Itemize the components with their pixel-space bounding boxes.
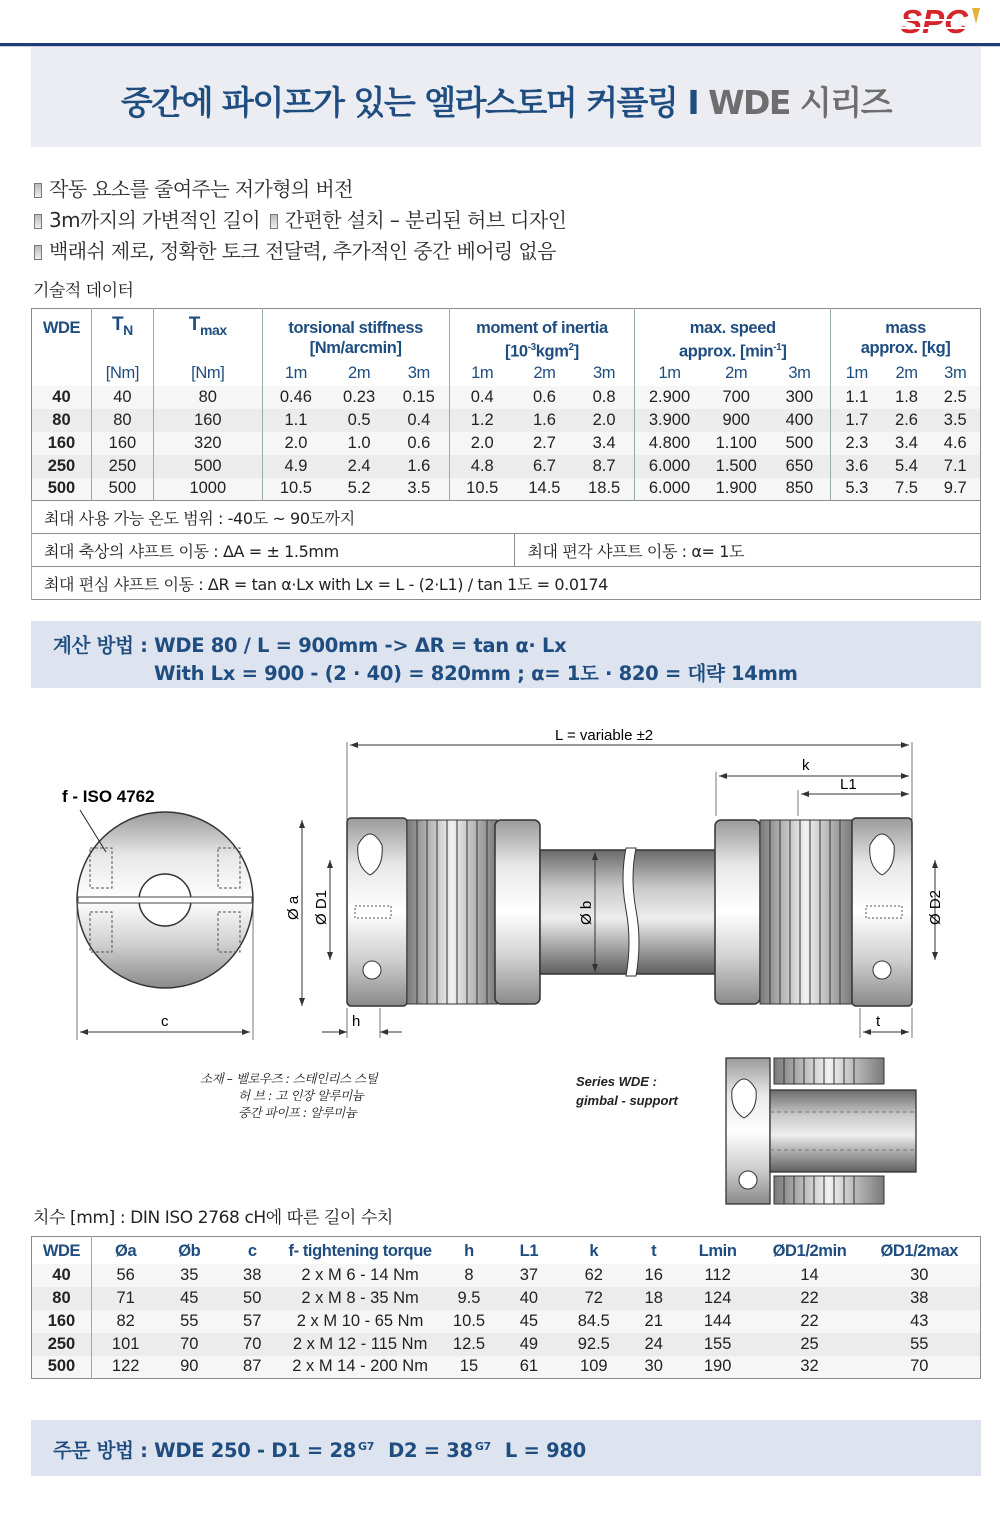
tech-cell: 1.100 bbox=[704, 432, 769, 455]
tech-cell: 1.2 bbox=[449, 409, 515, 432]
dim-b: Ø b bbox=[578, 900, 595, 925]
order-box bbox=[31, 1420, 981, 1476]
dim-cell: 35 bbox=[159, 1264, 219, 1287]
feature-line-3 bbox=[34, 236, 566, 267]
dim-cell: 49 bbox=[503, 1333, 555, 1356]
dim-cell: 15 bbox=[435, 1356, 503, 1379]
th-len: 2m bbox=[533, 364, 556, 382]
tech-cell: 5.3 bbox=[831, 478, 883, 501]
dim-cell: 92.5 bbox=[555, 1333, 633, 1356]
dim-cell: 10.5 bbox=[435, 1310, 503, 1333]
tech-cell: 160 bbox=[153, 409, 262, 432]
tech-cell: 7.5 bbox=[883, 478, 931, 501]
title-korean: 중간에 파이프가 있는 엘라스토머 커플링 bbox=[120, 83, 678, 122]
tech-cell: 500 bbox=[769, 432, 831, 455]
tech-cell: 4.800 bbox=[635, 432, 704, 455]
tech-cell: 1.900 bbox=[704, 478, 769, 501]
th-len: 2m bbox=[895, 364, 918, 382]
th-wde: WDE bbox=[42, 319, 81, 337]
dim-L1: L1 bbox=[840, 776, 857, 793]
tech-cell: 40 bbox=[91, 386, 153, 409]
th-inertia: moment of inertia $[10^{-3}kgm^2]$ bbox=[449, 309, 635, 362]
order-g7-b: G7 bbox=[474, 1440, 491, 1453]
dim-cell: 190 bbox=[675, 1356, 761, 1379]
th-tn: $T_N$ bbox=[91, 309, 153, 362]
dim-cell: 101 bbox=[91, 1333, 159, 1356]
th-tmax: $T_{max}$ bbox=[153, 309, 262, 362]
dim-cell: 30 bbox=[633, 1356, 675, 1379]
tech-cell: 2.0 bbox=[574, 409, 635, 432]
dim-cell: 2 x M 8 - 35 Nm bbox=[285, 1287, 435, 1310]
dim-cell: 61 bbox=[503, 1356, 555, 1379]
dim-cell: 80 bbox=[32, 1287, 92, 1310]
tech-cell: 0.46 bbox=[262, 386, 329, 409]
note-angular: 최대 편각 샤프트 이동 : α= 1도 bbox=[515, 534, 981, 567]
calculation-box bbox=[31, 621, 981, 688]
tech-cell: 4.6 bbox=[930, 432, 980, 455]
dim-row bbox=[32, 1287, 981, 1310]
tech-cell: 0.8 bbox=[574, 386, 635, 409]
tech-cell: 650 bbox=[769, 455, 831, 478]
dim-header: WDE bbox=[32, 1237, 92, 1264]
tech-cell: 2.0 bbox=[449, 432, 515, 455]
spc-logo bbox=[886, 2, 982, 42]
dim-a: Ø a bbox=[285, 895, 302, 920]
dim-header: k bbox=[589, 1241, 599, 1260]
tech-cell: 2.0 bbox=[262, 432, 329, 455]
note-temperature: 최대 사용 가능 온도 범위 : -40도 ~ 90도까지 bbox=[32, 501, 981, 534]
dim-cell: 25 bbox=[761, 1333, 859, 1356]
dim-cell: 22 bbox=[761, 1310, 859, 1333]
feature-line-1 bbox=[34, 174, 566, 205]
tech-cell: 0.15 bbox=[389, 386, 449, 409]
tech-cell: 18.5 bbox=[574, 478, 635, 501]
tech-cell: 6.000 bbox=[635, 478, 704, 501]
tech-cell: 80 bbox=[91, 409, 153, 432]
tech-cell: 250 bbox=[91, 455, 153, 478]
tech-cell: 1.1 bbox=[262, 409, 329, 432]
note-axial: 최대 축상의 샤프트 이동 : ΔA = ± 1.5mm bbox=[32, 534, 515, 567]
dim-cell: 12.5 bbox=[435, 1333, 503, 1356]
feature-text: 3m까지의 가변적인 길이 bbox=[49, 208, 261, 232]
note-lateral: 최대 편심 샤프트 이동 : ΔR = tan α·Lx with Lx = L - (2·L1) / tan 1도 = 0.0174 bbox=[32, 567, 981, 600]
dim-cell: 22 bbox=[761, 1287, 859, 1310]
dim-cell: 14 bbox=[761, 1264, 859, 1287]
dimension-label: 치수 [mm] : DIN ISO 2768 cH에 따른 길이 수치 bbox=[33, 1208, 393, 1228]
dim-cell: 32 bbox=[761, 1356, 859, 1379]
tech-cell: 2.3 bbox=[831, 432, 883, 455]
tech-cell: 3.900 bbox=[635, 409, 704, 432]
th-tn-unit: [Nm] bbox=[91, 362, 153, 386]
tech-cell: 2.6 bbox=[883, 409, 931, 432]
dim-cell: 55 bbox=[859, 1333, 981, 1356]
th-len: 2m bbox=[348, 364, 371, 382]
dim-cell: 124 bbox=[675, 1287, 761, 1310]
dim-cell: 57 bbox=[219, 1310, 285, 1333]
tech-cell: 0.4 bbox=[449, 386, 515, 409]
tech-cell: 250 bbox=[32, 455, 92, 478]
dim-cell: 250 bbox=[32, 1333, 92, 1356]
dim-cell: 82 bbox=[91, 1310, 159, 1333]
dim-header: L1 bbox=[519, 1241, 539, 1260]
th-tmax-unit: [Nm] bbox=[153, 362, 262, 386]
tech-cell: 4.9 bbox=[262, 455, 329, 478]
tech-cell: 5.2 bbox=[329, 478, 389, 501]
title-band bbox=[31, 47, 981, 147]
dim-L: L = variable ±2 bbox=[555, 727, 654, 744]
dim-header: h bbox=[464, 1241, 474, 1260]
dim-header: t bbox=[651, 1241, 657, 1260]
dim-cell: 9.5 bbox=[435, 1287, 503, 1310]
dim-cell: 500 bbox=[32, 1356, 92, 1379]
dim-c: c bbox=[161, 1013, 169, 1030]
th-len: 2m bbox=[725, 364, 748, 382]
order-label: 주문 방법 : WDE 250 - D1 = 28 bbox=[53, 1439, 357, 1462]
tech-cell: 10.5 bbox=[449, 478, 515, 501]
tech-cell: 14.5 bbox=[515, 478, 574, 501]
bullet-icon bbox=[34, 245, 42, 260]
tech-cell: 6.000 bbox=[635, 455, 704, 478]
tech-cell: 0.23 bbox=[329, 386, 389, 409]
coupling-drawing bbox=[40, 720, 980, 1050]
tech-cell: 0.4 bbox=[389, 409, 449, 432]
tech-cell: 3.6 bbox=[831, 455, 883, 478]
th-len: 1m bbox=[449, 362, 515, 386]
tech-cell: 4.8 bbox=[449, 455, 515, 478]
tech-cell: 1.0 bbox=[329, 432, 389, 455]
dim-cell: 109 bbox=[555, 1356, 633, 1379]
tech-cell: 1.6 bbox=[515, 409, 574, 432]
gimbal-detail-drawing bbox=[718, 1052, 918, 1207]
tech-cell: 2.4 bbox=[329, 455, 389, 478]
dim-cell: 16 bbox=[633, 1264, 675, 1287]
th-len: 1m bbox=[262, 362, 329, 386]
tech-cell: 80 bbox=[32, 409, 92, 432]
dim-D2: Ø D2 bbox=[927, 889, 944, 925]
feature-line-2 bbox=[34, 205, 566, 236]
dim-header: ØD1/2min bbox=[772, 1241, 847, 1260]
dim-cell: 55 bbox=[159, 1310, 219, 1333]
dim-row bbox=[32, 1264, 981, 1287]
dim-header: f- tightening torque bbox=[288, 1241, 432, 1260]
dim-cell: 38 bbox=[859, 1287, 981, 1310]
tech-cell: 5.4 bbox=[883, 455, 931, 478]
order-g7-a: G7 bbox=[358, 1440, 375, 1453]
tech-cell: 1.8 bbox=[883, 386, 931, 409]
material-line-2: 허 브 : 고 인장 알루미늄 bbox=[238, 1088, 364, 1103]
dim-cell: 2 x M 14 - 200 Nm bbox=[285, 1356, 435, 1379]
tech-cell: 3.5 bbox=[389, 478, 449, 501]
dim-cell: 71 bbox=[91, 1287, 159, 1310]
material-line-1: 소재 – 벨로우즈 : 스테인리스 스틸 bbox=[200, 1071, 378, 1086]
tech-cell: 1.7 bbox=[831, 409, 883, 432]
tech-cell: 400 bbox=[769, 409, 831, 432]
th-len: 1m bbox=[635, 362, 704, 386]
dim-cell: 84.5 bbox=[555, 1310, 633, 1333]
dim-header: c bbox=[247, 1241, 257, 1260]
dim-cell: 37 bbox=[503, 1264, 555, 1287]
dim-cell: 2 x M 6 - 14 Nm bbox=[285, 1264, 435, 1287]
dim-cell: 112 bbox=[675, 1264, 761, 1287]
tech-cell: 2.5 bbox=[930, 386, 980, 409]
title-separator: I bbox=[687, 83, 699, 122]
dim-cell: 18 bbox=[633, 1287, 675, 1310]
th-speed: max. speed approx. $[\min^{-1}]$ bbox=[635, 309, 831, 362]
feature-text: 백래쉬 제로, 정확한 토크 전달력, 추가적인 중간 베어링 없음 bbox=[49, 239, 556, 263]
tech-cell: 1.1 bbox=[831, 386, 883, 409]
tech-cell: 700 bbox=[704, 386, 769, 409]
dim-cell: 90 bbox=[159, 1356, 219, 1379]
dim-cell: 50 bbox=[219, 1287, 285, 1310]
tech-data-table bbox=[31, 308, 981, 600]
th-len: 3m bbox=[407, 364, 430, 382]
th-stiffness: torsional stiffness [Nm/arcmin] bbox=[262, 309, 449, 362]
dim-cell: 87 bbox=[219, 1356, 285, 1379]
dim-cell: 8 bbox=[435, 1264, 503, 1287]
order-d2: D2 = 38 bbox=[388, 1439, 473, 1462]
dim-cell: 160 bbox=[32, 1310, 92, 1333]
title-series: WDE 시리즈 bbox=[708, 83, 892, 122]
tech-cell: 500 bbox=[153, 455, 262, 478]
gimbal-label: Series WDE : gimbal - support bbox=[576, 1074, 678, 1108]
dim-header: Øb bbox=[178, 1241, 201, 1260]
dim-cell: 122 bbox=[91, 1356, 159, 1379]
dim-cell: 24 bbox=[633, 1333, 675, 1356]
bullet-icon bbox=[34, 214, 42, 229]
dim-header: ØD1/2max bbox=[880, 1241, 958, 1260]
bullet-icon bbox=[270, 214, 278, 229]
dim-cell: 21 bbox=[633, 1310, 675, 1333]
dim-cell: 2 x M 10 - 65 Nm bbox=[285, 1310, 435, 1333]
tech-row bbox=[32, 409, 981, 432]
feature-text: 간편한 설치 – 분리된 허브 디자인 bbox=[284, 208, 567, 232]
dim-header: Lmin bbox=[698, 1241, 737, 1260]
dim-D1: Ø D1 bbox=[313, 889, 330, 925]
dim-cell: 56 bbox=[91, 1264, 159, 1287]
feature-list bbox=[34, 174, 566, 267]
dim-cell: 70 bbox=[219, 1333, 285, 1356]
tech-cell: 160 bbox=[91, 432, 153, 455]
dim-cell: 2 x M 12 - 115 Nm bbox=[285, 1333, 435, 1356]
tech-row bbox=[32, 478, 981, 501]
tech-cell: 6.7 bbox=[515, 455, 574, 478]
material-list bbox=[200, 1070, 377, 1121]
tech-cell: 8.7 bbox=[574, 455, 635, 478]
dim-h: h bbox=[352, 1013, 361, 1030]
dim-cell: 40 bbox=[503, 1287, 555, 1310]
tech-cell: 80 bbox=[153, 386, 262, 409]
dim-cell: 45 bbox=[503, 1310, 555, 1333]
dim-cell: 70 bbox=[159, 1333, 219, 1356]
dim-row bbox=[32, 1333, 981, 1356]
th-len: 1m bbox=[831, 362, 883, 386]
tech-cell: 0.6 bbox=[515, 386, 574, 409]
th-len: 3m bbox=[788, 364, 811, 382]
tech-cell: 10.5 bbox=[262, 478, 329, 501]
dim-cell: 30 bbox=[859, 1264, 981, 1287]
feature-text: 작동 요소를 줄여주는 저가형의 버전 bbox=[49, 177, 353, 201]
dim-cell: 72 bbox=[555, 1287, 633, 1310]
tech-cell: 9.7 bbox=[930, 478, 980, 501]
page-title bbox=[31, 77, 981, 124]
tech-data-label: 기술적 데이터 bbox=[33, 281, 134, 301]
th-len: 3m bbox=[593, 364, 616, 382]
tech-cell: 2.900 bbox=[635, 386, 704, 409]
tech-cell: 500 bbox=[32, 478, 92, 501]
tech-cell: 0.6 bbox=[389, 432, 449, 455]
tech-cell: 2.7 bbox=[515, 432, 574, 455]
dim-cell: 43 bbox=[859, 1310, 981, 1333]
calc-line-1: 계산 방법 : WDE 80 / L = 900mm -> ΔR = tan α· Lx bbox=[53, 634, 567, 657]
tech-cell: 0.5 bbox=[329, 409, 389, 432]
dim-k: k bbox=[802, 757, 810, 774]
dim-cell: 62 bbox=[555, 1264, 633, 1287]
tech-cell: 3.5 bbox=[930, 409, 980, 432]
dim-row bbox=[32, 1356, 981, 1379]
tech-cell: 850 bbox=[769, 478, 831, 501]
dim-cell: 70 bbox=[859, 1356, 981, 1379]
tech-row bbox=[32, 432, 981, 455]
tech-cell: 1.500 bbox=[704, 455, 769, 478]
tech-cell: 1000 bbox=[153, 478, 262, 501]
tech-row bbox=[32, 455, 981, 478]
dim-header: Øa bbox=[115, 1241, 137, 1260]
dim-cell: 155 bbox=[675, 1333, 761, 1356]
dim-cell: 40 bbox=[32, 1264, 92, 1287]
dim-cell: 144 bbox=[675, 1310, 761, 1333]
th-len: 3m bbox=[944, 364, 967, 382]
iso-label: f - ISO 4762 bbox=[62, 787, 155, 806]
tech-cell: 320 bbox=[153, 432, 262, 455]
tech-cell: 1.6 bbox=[389, 455, 449, 478]
dim-cell: 38 bbox=[219, 1264, 285, 1287]
logo-text: SPC bbox=[900, 3, 968, 40]
tech-cell: 900 bbox=[704, 409, 769, 432]
tech-row bbox=[32, 386, 981, 409]
dimension-table bbox=[31, 1236, 981, 1379]
dim-t: t bbox=[876, 1013, 881, 1030]
bullet-icon bbox=[34, 183, 42, 198]
tech-cell: 3.4 bbox=[883, 432, 931, 455]
tech-cell: 300 bbox=[769, 386, 831, 409]
tech-cell: 40 bbox=[32, 386, 92, 409]
tech-cell: 7.1 bbox=[930, 455, 980, 478]
dim-cell: 45 bbox=[159, 1287, 219, 1310]
th-mass: mass approx. [kg] bbox=[831, 309, 981, 362]
material-line-3: 중간 파이프 : 알루미늄 bbox=[238, 1105, 357, 1120]
tech-cell: 500 bbox=[91, 478, 153, 501]
dim-row bbox=[32, 1310, 981, 1333]
order-length: L = 980 bbox=[504, 1439, 586, 1462]
tech-cell: 3.4 bbox=[574, 432, 635, 455]
tech-cell: 160 bbox=[32, 432, 92, 455]
calc-line-2: With Lx = 900 - (2 · 40) = 820mm ; α= 1도 · 820 = 대략 14mm bbox=[154, 662, 798, 685]
